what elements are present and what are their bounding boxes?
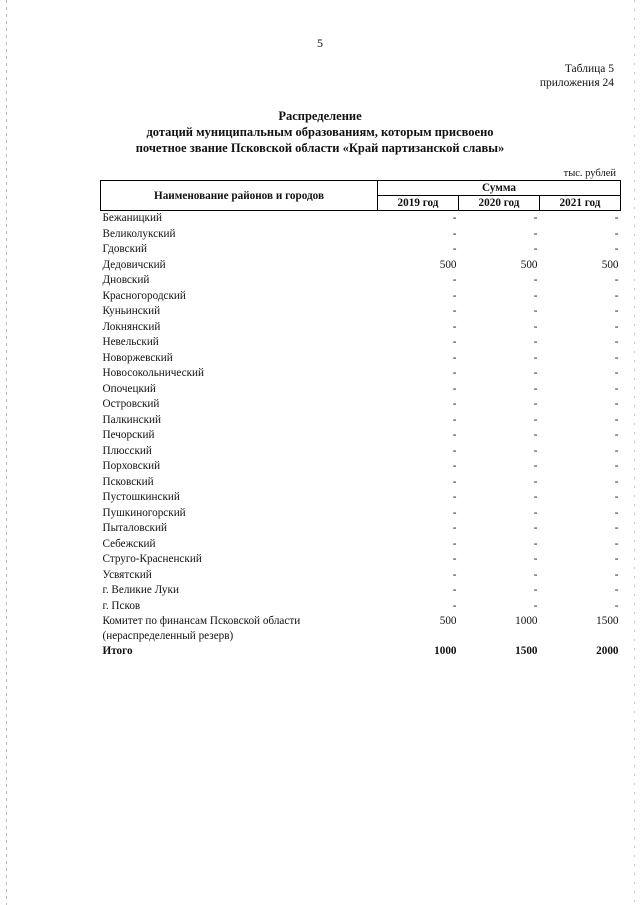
table-row xyxy=(101,413,621,429)
value-2020: - xyxy=(533,398,538,410)
value-2020: - xyxy=(533,599,538,612)
district-name: Новосокольнический xyxy=(102,367,205,379)
committee-name-line2: (нераспределенный резерв) xyxy=(102,630,234,642)
table-reference xyxy=(540,62,614,90)
value-2019: - xyxy=(452,320,457,333)
value-2021: - xyxy=(614,227,619,240)
table-body xyxy=(101,211,621,660)
value-2020: - xyxy=(533,212,538,224)
value-2020: - xyxy=(533,320,538,333)
value-2021: - xyxy=(614,212,619,224)
district-name: Куньинский xyxy=(102,305,161,317)
district-name: Великолукский xyxy=(102,227,176,240)
value-2020: - xyxy=(533,491,538,503)
district-name: Усвятский xyxy=(102,568,152,581)
table-row xyxy=(101,537,621,553)
distribution-table xyxy=(100,180,621,660)
page-number: 5 xyxy=(317,36,323,50)
value-2021: - xyxy=(614,537,619,550)
header-year-2021: 2021 год xyxy=(540,196,621,211)
value-2019: - xyxy=(452,522,457,534)
district-name: Дедовичский xyxy=(102,258,166,271)
table-row xyxy=(101,444,621,460)
table-row xyxy=(101,459,621,475)
value-2021: - xyxy=(614,584,619,596)
table-row xyxy=(101,568,621,584)
value-2021: - xyxy=(614,398,619,410)
table-row xyxy=(101,366,621,382)
value-2019: - xyxy=(452,429,457,441)
value-2021: - xyxy=(614,351,619,364)
value-2019: - xyxy=(452,444,457,457)
value-2021: - xyxy=(614,289,619,302)
district-name: г. Псков xyxy=(102,599,141,612)
value-2020: - xyxy=(533,444,538,457)
district-name: Струго-Красненский xyxy=(102,553,202,565)
value-2021: - xyxy=(614,274,619,286)
value-2020: - xyxy=(533,305,538,317)
value-2021: - xyxy=(614,367,619,379)
district-name: Бежаницкий xyxy=(102,212,162,224)
value-2019: 500 xyxy=(439,258,457,271)
district-name: Порховский xyxy=(102,460,161,472)
value-2019: - xyxy=(452,491,457,503)
district-name: Дновский xyxy=(102,274,150,286)
committee-value-2020: 1000 xyxy=(515,615,538,627)
value-2021: - xyxy=(614,413,619,426)
title-line2: дотаций муниципальным образованиям, которым присвоено xyxy=(146,125,494,139)
value-2019: - xyxy=(452,413,457,426)
total-2020: 1500 xyxy=(515,645,538,657)
district-name: Красногородский xyxy=(102,289,186,302)
value-2019: - xyxy=(452,289,457,302)
table-row xyxy=(101,211,621,227)
value-2021: - xyxy=(614,382,619,395)
district-name: Себежский xyxy=(102,537,156,550)
value-2021: - xyxy=(614,599,619,612)
table-row xyxy=(101,382,621,398)
value-2020: - xyxy=(533,537,538,550)
value-2021: - xyxy=(614,460,619,472)
document-title xyxy=(0,108,640,156)
value-2021: - xyxy=(614,320,619,333)
units-label: тыс. рублей xyxy=(563,168,616,179)
value-2021: 500 xyxy=(601,258,619,271)
value-2019: - xyxy=(452,274,457,286)
value-2021: - xyxy=(614,429,619,441)
table-row xyxy=(101,320,621,336)
value-2021: - xyxy=(614,506,619,519)
district-name: Пустошкинский xyxy=(102,491,180,503)
district-name: г. Великие Луки xyxy=(102,584,179,596)
committee-value-2021: 1500 xyxy=(596,615,619,627)
table-row xyxy=(101,289,621,305)
value-2019: - xyxy=(452,336,457,348)
table-row xyxy=(101,304,621,320)
value-2020: - xyxy=(533,274,538,286)
table-row xyxy=(101,521,621,537)
value-2020: - xyxy=(533,460,538,472)
district-name: Палкинский xyxy=(102,413,162,426)
table-row-total xyxy=(101,644,621,660)
header-year-2020: 2020 год xyxy=(459,196,540,211)
value-2019: - xyxy=(452,568,457,581)
district-name: Новоржевский xyxy=(102,351,173,364)
value-2019: - xyxy=(452,599,457,612)
committee-name xyxy=(101,614,378,644)
header-row-top xyxy=(101,181,621,196)
value-2019: - xyxy=(452,475,457,488)
header-name: Наименование районов и городов xyxy=(101,181,378,211)
district-name: Гдовский xyxy=(102,243,148,255)
committee-value-2019: 500 xyxy=(439,615,457,627)
district-name: Пыталовский xyxy=(102,522,167,534)
table-row xyxy=(101,490,621,506)
value-2020: 500 xyxy=(520,258,538,271)
table-row xyxy=(101,475,621,491)
value-2020: - xyxy=(533,568,538,581)
title-line1: Распределение xyxy=(278,109,362,123)
value-2020: - xyxy=(533,243,538,255)
value-2019: - xyxy=(452,382,457,395)
table-row xyxy=(101,397,621,413)
value-2019: - xyxy=(452,212,457,224)
value-2019: - xyxy=(452,367,457,379)
value-2019: - xyxy=(452,351,457,364)
table-row xyxy=(101,506,621,522)
value-2020: - xyxy=(533,506,538,519)
value-2020: - xyxy=(533,429,538,441)
table-row xyxy=(101,273,621,289)
value-2021: - xyxy=(614,491,619,503)
district-name: Локнянский xyxy=(102,320,161,333)
table-row xyxy=(101,335,621,351)
value-2021: - xyxy=(614,243,619,255)
header-year-2019: 2019 год xyxy=(378,196,459,211)
total-2021: 2000 xyxy=(596,645,619,657)
value-2020: - xyxy=(533,553,538,565)
value-2019: - xyxy=(452,553,457,565)
table-reference-line1: Таблица 5 xyxy=(564,63,614,75)
value-2020: - xyxy=(533,351,538,364)
value-2020: - xyxy=(533,227,538,240)
value-2019: - xyxy=(452,584,457,596)
district-name: Островский xyxy=(102,398,160,410)
table-row xyxy=(101,599,621,615)
table-row xyxy=(101,258,621,274)
value-2020: - xyxy=(533,382,538,395)
table-reference-line2: приложения 24 xyxy=(539,77,614,89)
district-name: Пушкиногорский xyxy=(102,506,186,519)
value-2019: - xyxy=(452,243,457,255)
value-2019: - xyxy=(452,537,457,550)
value-2019: - xyxy=(452,305,457,317)
committee-name-line1: Комитет по финансам Псковской области xyxy=(102,615,301,627)
value-2021: - xyxy=(614,568,619,581)
value-2020: - xyxy=(533,475,538,488)
table-row xyxy=(101,227,621,243)
table-row xyxy=(101,242,621,258)
district-name: Плюсский xyxy=(102,444,152,457)
value-2020: - xyxy=(533,289,538,302)
value-2019: - xyxy=(452,506,457,519)
value-2019: - xyxy=(452,398,457,410)
value-2020: - xyxy=(533,367,538,379)
total-2019: 1000 xyxy=(434,645,457,657)
value-2020: - xyxy=(533,522,538,534)
value-2019: - xyxy=(452,227,457,240)
value-2020: - xyxy=(533,413,538,426)
value-2021: - xyxy=(614,553,619,565)
value-2021: - xyxy=(614,475,619,488)
value-2021: - xyxy=(614,522,619,534)
value-2021: - xyxy=(614,444,619,457)
table-row-committee xyxy=(101,614,621,644)
value-2020: - xyxy=(533,336,538,348)
table-row xyxy=(101,351,621,367)
title-line3: почетное звание Псковской области «Край партизанской славы» xyxy=(135,141,505,155)
table-row xyxy=(101,428,621,444)
district-name: Псковский xyxy=(102,475,154,488)
value-2020: - xyxy=(533,584,538,596)
district-name: Невельский xyxy=(102,336,159,348)
district-name: Опочецкий xyxy=(102,382,156,395)
value-2021: - xyxy=(614,336,619,348)
table-row xyxy=(101,552,621,568)
table-row xyxy=(101,583,621,599)
total-label: Итого xyxy=(102,645,133,657)
value-2021: - xyxy=(614,305,619,317)
district-name: Печорский xyxy=(102,429,155,441)
header-sum: Сумма xyxy=(378,181,621,196)
value-2019: - xyxy=(452,460,457,472)
